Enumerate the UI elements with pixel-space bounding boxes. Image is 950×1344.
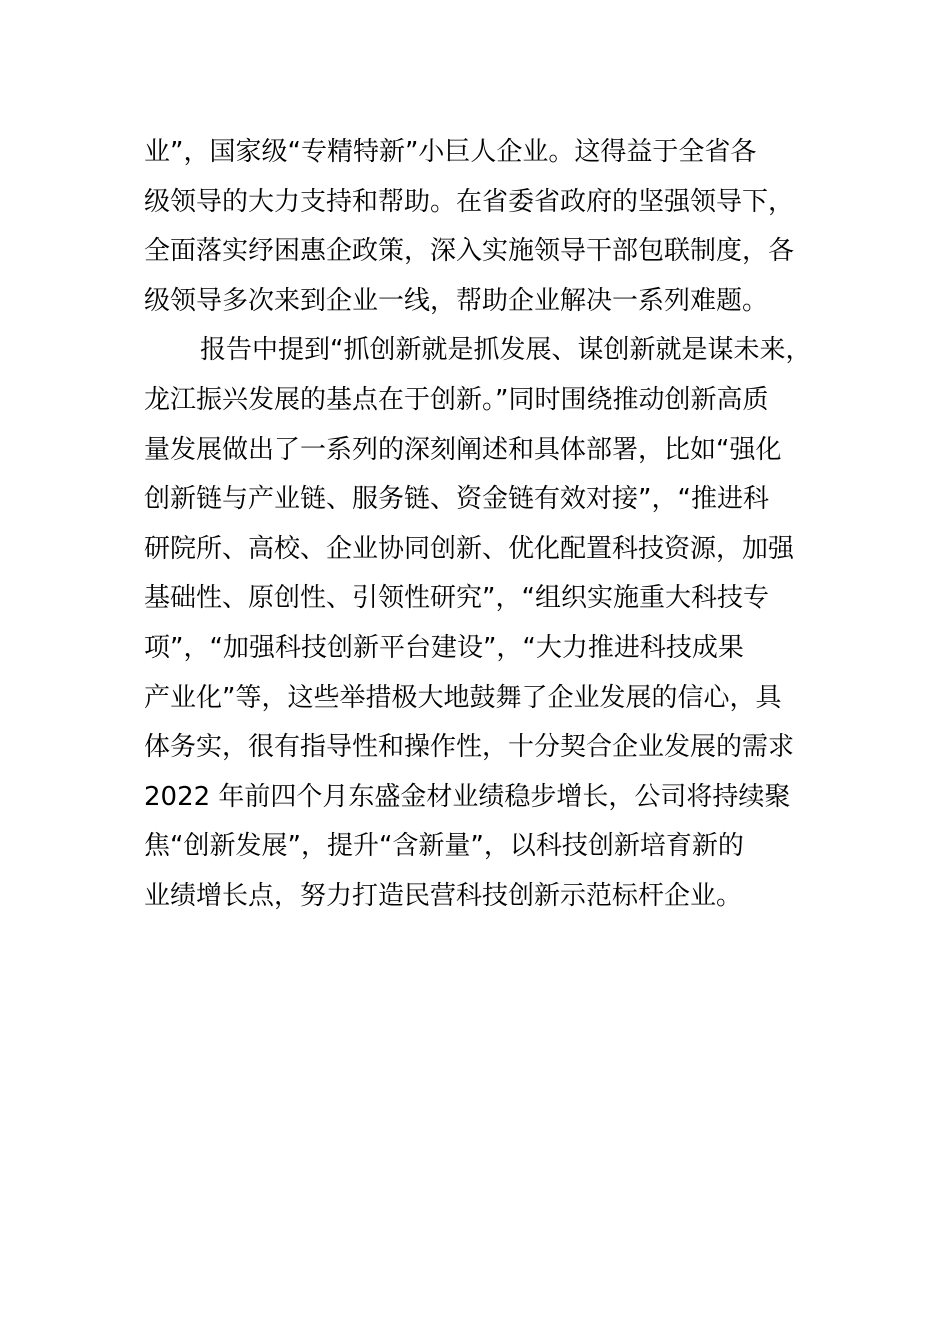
paragraph-line: 研院所、高校、企业协同创新、优化配置科技资源，加强 bbox=[144, 533, 795, 564]
paragraph-line: 报告中提到“抓创新就是抓发展、谋创新就是谋未来， bbox=[200, 335, 812, 366]
paragraph-line: 龙江振兴发展的基点在于创新。”同时围绕推动创新高质 bbox=[144, 384, 769, 415]
paragraph-line: 基础性、原创性、引领性研究”，“组织实施重大科技专 bbox=[144, 583, 769, 614]
document-body bbox=[144, 128, 824, 922]
paragraph-line: 2022 年前四个月东盛金材业绩稳步增长，公司将持续聚 bbox=[144, 781, 791, 812]
paragraph-1 bbox=[144, 128, 824, 326]
paragraph-line: 创新链与产业链、服务链、资金链有效对接”，“推进科 bbox=[144, 484, 769, 515]
paragraph-line: 业”，国家级“专精特新”小巨人企业。这得益于全省各 bbox=[144, 137, 757, 167]
paragraph-line: 体务实，很有指导性和操作性，十分契合企业发展的需求 bbox=[144, 732, 795, 763]
paragraph-line: 全面落实纾困惠企政策，深入实施领导干部包联制度，各 bbox=[144, 236, 795, 267]
paragraph-2 bbox=[144, 326, 824, 921]
paragraph-line: 项”，“加强科技创新平台建设”，“大力推进科技成果 bbox=[144, 632, 744, 663]
paragraph-line: 量发展做出了一系列的深刻阐述和具体部署，比如“强化 bbox=[144, 434, 782, 465]
paragraph-line: 焦“创新发展”，提升“含新量”，以科技创新培育新的 bbox=[144, 831, 744, 862]
paragraph-line: 业绩增长点，努力打造民营科技创新示范标杆企业。 bbox=[144, 880, 743, 911]
paragraph-line: 级领导的大力支持和帮助。在省委省政府的坚强领导下， bbox=[144, 186, 795, 217]
paragraph-line: 级领导多次来到企业一线，帮助企业解决一系列难题。 bbox=[144, 285, 769, 316]
paragraph-line: 产业化”等，这些举措极大地鼓舞了企业发展的信心，具 bbox=[144, 682, 782, 713]
